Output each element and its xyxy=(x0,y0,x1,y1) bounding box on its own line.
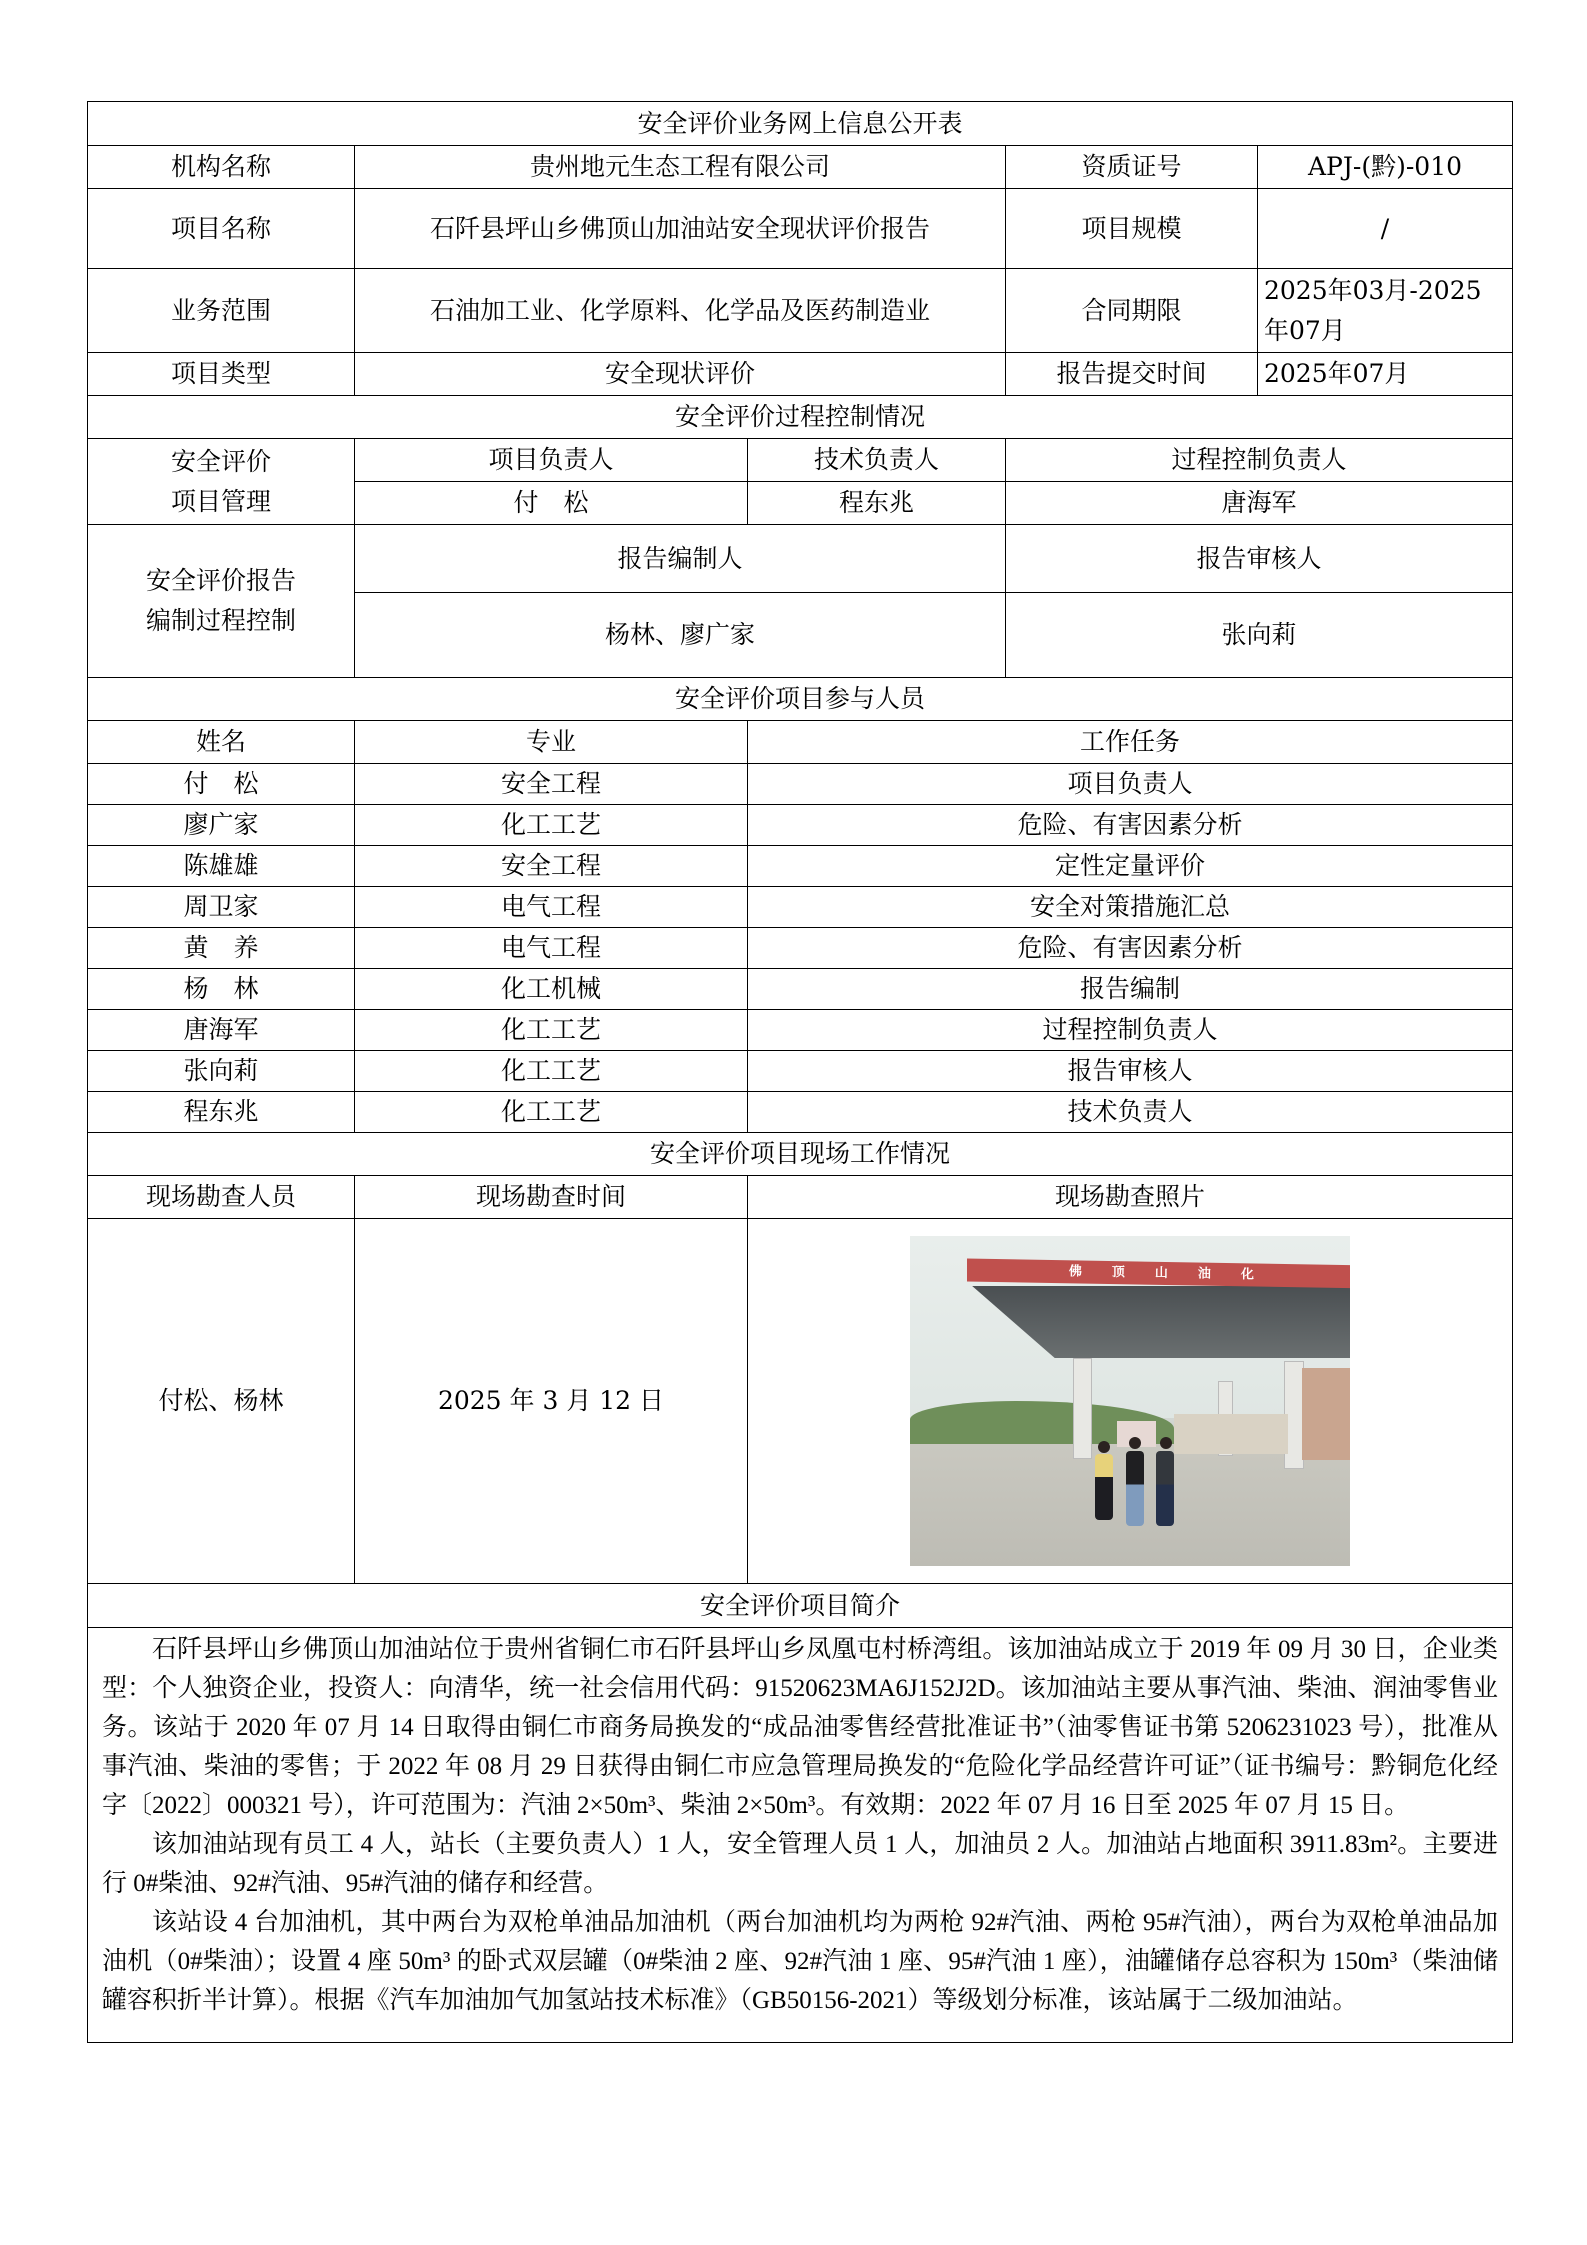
document-title: 安全评价业务网上信息公开表 xyxy=(88,102,1513,146)
business-scope-value: 石油加工业、化学原料、化学品及医药制造业 xyxy=(355,269,1006,353)
process-lead-header: 过程控制负责人 xyxy=(1006,439,1513,482)
site-photo-cell xyxy=(748,1219,1513,1584)
participant-row xyxy=(88,1010,1513,1051)
cert-no-value: APJ-(黔)-010 xyxy=(1258,146,1513,189)
participant-row xyxy=(88,887,1513,928)
participant-row xyxy=(88,764,1513,805)
participant-name: 周卫家 xyxy=(88,887,355,928)
participant-major: 安全工程 xyxy=(355,846,748,887)
participant-row xyxy=(88,1092,1513,1133)
photo-person xyxy=(1095,1454,1113,1520)
project-management-label xyxy=(88,439,355,525)
site-staff-header: 现场勘查人员 xyxy=(88,1176,355,1219)
participant-task: 报告编制 xyxy=(748,969,1513,1010)
project-lead-value: 付 松 xyxy=(355,482,748,525)
participant-major: 化工工艺 xyxy=(355,805,748,846)
site-work-section-title: 安全评价项目现场工作情况 xyxy=(88,1133,1513,1176)
major-column-header: 专业 xyxy=(355,721,748,764)
participant-major: 电气工程 xyxy=(355,928,748,969)
report-reviewer-value: 张向莉 xyxy=(1006,593,1513,678)
report-author-value: 杨林、廖广家 xyxy=(355,593,1006,678)
participant-name: 廖广家 xyxy=(88,805,355,846)
project-name-value: 石阡县坪山乡佛顶山加油站安全现状评价报告 xyxy=(355,189,1006,269)
project-lead-header: 项目负责人 xyxy=(355,439,748,482)
project-management-label-line1: 安全评价 xyxy=(170,446,271,476)
tech-lead-value: 程东兆 xyxy=(748,482,1006,525)
participant-name: 杨 林 xyxy=(88,969,355,1010)
participant-row xyxy=(88,928,1513,969)
participant-row xyxy=(88,1051,1513,1092)
participant-task: 危险、有害因素分析 xyxy=(748,928,1513,969)
process-lead-value: 唐海军 xyxy=(1006,482,1513,525)
photo-station-sign: 佛顶山油化 xyxy=(967,1259,1350,1289)
org-name-label: 机构名称 xyxy=(88,146,355,189)
participant-name: 唐海军 xyxy=(88,1010,355,1051)
participant-task: 技术负责人 xyxy=(748,1092,1513,1133)
name-column-header: 姓名 xyxy=(88,721,355,764)
cert-no-label: 资质证号 xyxy=(1006,146,1258,189)
project-type-label: 项目类型 xyxy=(88,353,355,396)
participant-row xyxy=(88,969,1513,1010)
site-time-value: 2025 年 3 月 12 日 xyxy=(355,1219,748,1584)
submit-time-label: 报告提交时间 xyxy=(1006,353,1258,396)
photo-person xyxy=(1156,1451,1174,1527)
photo-building xyxy=(1174,1414,1288,1454)
participant-major: 电气工程 xyxy=(355,887,748,928)
process-control-section-title: 安全评价过程控制情况 xyxy=(88,396,1513,439)
project-intro-section-title: 安全评价项目简介 xyxy=(88,1584,1513,1628)
photo-building xyxy=(1302,1368,1350,1460)
participant-major: 化工工艺 xyxy=(355,1051,748,1092)
participant-major: 化工工艺 xyxy=(355,1092,748,1133)
report-author-header: 报告编制人 xyxy=(355,525,1006,593)
intro-paragraph: 该加油站现有员工 4 人，站长（主要负责人）1 人，安全管理人员 1 人，加油员 2 人。加油站占地面积 3911.83m²。主要进行 0#柴油、92#汽油、95#汽油的储存和经营。 xyxy=(102,1831,1499,1897)
participants-section-title: 安全评价项目参与人员 xyxy=(88,678,1513,721)
contract-period-value: 2025年03月-2025年07月 xyxy=(1258,269,1513,353)
photo-person xyxy=(1126,1451,1144,1527)
contract-period-label: 合同期限 xyxy=(1006,269,1258,353)
participant-major: 化工工艺 xyxy=(355,1010,748,1051)
report-process-label-line2: 编制过程控制 xyxy=(145,606,296,635)
site-inspection-photo xyxy=(910,1236,1350,1566)
photo-pillar xyxy=(1073,1358,1093,1459)
photo-person-head xyxy=(1098,1441,1110,1453)
participant-row xyxy=(88,846,1513,887)
participant-task: 安全对策措施汇总 xyxy=(748,887,1513,928)
task-column-header: 工作任务 xyxy=(748,721,1513,764)
participant-task: 项目负责人 xyxy=(748,764,1513,805)
participant-name: 陈雄雄 xyxy=(88,846,355,887)
project-name-label: 项目名称 xyxy=(88,189,355,269)
project-scale-label: 项目规模 xyxy=(1006,189,1258,269)
site-time-header: 现场勘查时间 xyxy=(355,1176,748,1219)
report-process-label-line1: 安全评价报告 xyxy=(145,566,296,595)
intro-paragraph: 该站设 4 台加油机，其中两台为双枪单油品加油机（两台加油机均为两枪 92#汽油、两枪 95#汽油），两台为双枪单油品加油机（0#柴油）；设置 4 座 50m³ 的卧式双层罐（0#柴油 2 座、92#汽油 1 座、95#汽油 1 座），油罐储存总容积为 150m³（柴油储罐容积折半计算）。根据《汽车加油加气加氢站技术标准》（GB50156-2021）等级划分标准，该站属于二级加油站。 xyxy=(102,1909,1499,2014)
participant-task: 过程控制负责人 xyxy=(748,1010,1513,1051)
tech-lead-header: 技术负责人 xyxy=(748,439,1006,482)
participant-row xyxy=(88,805,1513,846)
org-name-value: 贵州地元生态工程有限公司 xyxy=(355,146,1006,189)
project-intro-body xyxy=(88,1628,1513,2043)
participant-name: 程东兆 xyxy=(88,1092,355,1133)
project-scale-value: / xyxy=(1258,189,1513,269)
business-scope-label: 业务范围 xyxy=(88,269,355,353)
participant-name: 张向莉 xyxy=(88,1051,355,1092)
participant-task: 危险、有害因素分析 xyxy=(748,805,1513,846)
project-type-value: 安全现状评价 xyxy=(355,353,1006,396)
disclosure-table xyxy=(87,101,1513,2043)
report-reviewer-header: 报告审核人 xyxy=(1006,525,1513,593)
site-staff-value: 付松、杨林 xyxy=(88,1219,355,1584)
participant-name: 黄 养 xyxy=(88,928,355,969)
participants-header-row xyxy=(88,721,1513,764)
project-management-label-line2: 项目管理 xyxy=(170,486,271,516)
report-process-label xyxy=(88,525,355,678)
participant-task: 报告审核人 xyxy=(748,1051,1513,1092)
site-photo-header: 现场勘查照片 xyxy=(748,1176,1513,1219)
participant-major: 化工机械 xyxy=(355,969,748,1010)
participant-major: 安全工程 xyxy=(355,764,748,805)
intro-paragraph: 石阡县坪山乡佛顶山加油站位于贵州省铜仁市石阡县坪山乡凤凰屯村桥湾组。该加油站成立于 2019 年 09 月 30 日，企业类型：个人独资企业，投资人：向清华，统一社会信用代码：91520623MA6J152J2D。该加油站主要从事汽油、柴油、润油零售业务。该站于 2020 年 07 月 14 日取得由铜仁市商务局换发的“成品油零售经营批准证书”（油零售证书第 5206231023 号），批准从事汽油、柴油的零售；于 2022 年 08 月 29 日获得由铜仁市应急管理局换发的“危险化学品经营许可证”（证书编号：黔铜危化经字〔2022〕000321 号），许可范围为：汽油 2×50m³、柴油 2×50m³。有效期：2022 年 07 月 16 日至 2025 年 07 月 15 日。 xyxy=(102,1636,1499,1819)
submit-time-value: 2025年07月 xyxy=(1258,353,1513,396)
participant-task: 定性定量评价 xyxy=(748,846,1513,887)
participant-name: 付 松 xyxy=(88,764,355,805)
